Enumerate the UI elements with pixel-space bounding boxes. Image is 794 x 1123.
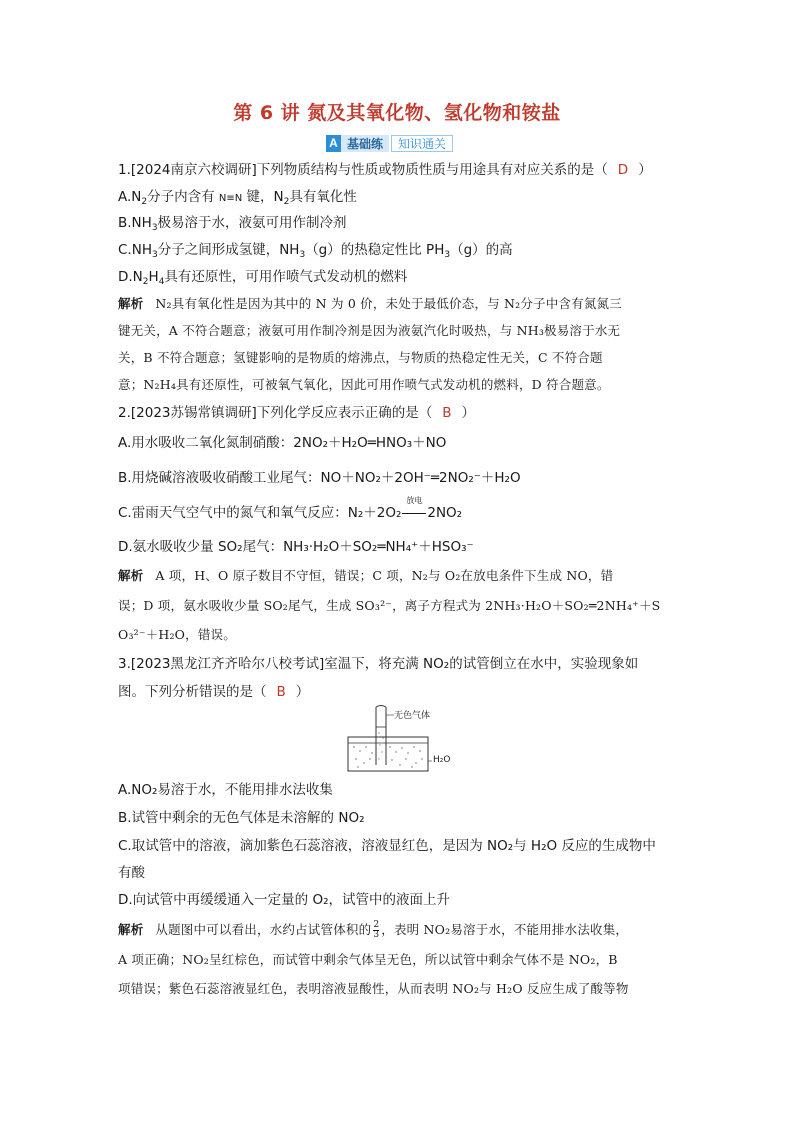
q3-option-b: B.试管中剩余的无色气体是未溶解的 NO₂: [118, 810, 365, 826]
q1-option-c: $C.NH_3$分子之间形成氢键，$NH_3(g)$的热稳定性比 $PH_3(g)$的高: [118, 242, 513, 260]
q3-stem-1: 3.[2023黑龙江齐齐哈尔八校考试]室温下，将充满 NO₂的试管倒立在水中，实验现象如: [118, 656, 639, 672]
test-tube-diagram: [346, 705, 451, 779]
fraction: $\frac{2}{3}$: [373, 920, 380, 940]
q3-option-d: D.向试管中再缓缓通入一定量的 O₂，试管中的液面上升: [118, 892, 451, 908]
q1-explanation-3: 关，B 不符合题意；氢键影响的是物质的熔沸点，与物质的热稳定性无关，C 不符合题: [118, 350, 603, 365]
q3-explanation-1: 解析 从题图中可以看出，水约占试管体积的 $\frac{2}{3}$ ，表明 NO₂易溶于水，不能用排水法收集，: [118, 920, 629, 940]
q2-answer: B: [442, 405, 452, 421]
q2-explanation-1: 解析 A 项，H、O 原子数目不守恒，错误；C 项，N₂与 O₂在放电条件下生成 NO，错: [118, 568, 614, 583]
q1-answer: D: [617, 162, 629, 178]
q2-explanation-3: O₃²⁻＋H₂O，错误。: [118, 627, 236, 642]
q1-option-a: $A.N_2$分子内含有 N≡N 键，$N_2$具有氧化性: [118, 189, 357, 207]
q3-option-c-1: C.取试管中的溶液，滴加紫色石蕊溶液，溶液显红色，是因为 NO₂与 H₂O 反应的生成物中: [118, 838, 656, 854]
q1-stem: 1.[2024南京六校调研]下列物质结构与性质或物质性质与用途具有对应关系的是（ D ）: [118, 162, 652, 178]
q1-option-b: $B.NH_3$极易溶于水，液氨可用作制冷剂: [118, 215, 347, 233]
section-badge: [326, 134, 453, 152]
q1-option-d: $D.N_2H_4$具有还原性，可用作喷气式发动机的燃料: [118, 269, 408, 287]
q1-explanation-4: 意；N₂H₄具有还原性，可被氧气氧化，因此可用作喷气式发动机的燃料，D 符合题意。: [118, 377, 610, 392]
q2-option-b: B.用烧碱溶液吸收硝酸工业尾气：NO＋NO₂＋2OH⁻═2NO₂⁻＋H₂O: [118, 470, 521, 486]
q3-explanation-2: A 项正确；NO₂呈红棕色，而试管中剩余气体呈无色，所以试管中剩余气体不是 NO₂，B: [118, 952, 618, 967]
q3-explanation-3: 项错误；紫色石蕊溶液显红色，表明溶液显酸性，从而表明 NO₂与 H₂O 反应生成了酸等物: [118, 981, 629, 996]
q3-option-a: A.NO₂易溶于水，不能用排水法收集: [118, 782, 333, 798]
figure-label-water: H₂O: [433, 755, 451, 765]
q1-explanation-1: 解析 N₂具有氧化性是因为其中的 N 为 0 价，未处于最低价态，与 N₂分子中含有氮氮三: [118, 296, 622, 311]
q3-stem-2: 图。下列分析错误的是（ B ）: [118, 684, 310, 700]
triple-bond: N≡N: [218, 193, 243, 204]
figure-label-gas: 无色气体: [394, 711, 431, 721]
q2-option-a: A.用水吸收二氧化氮制硝酸：2NO₂＋H₂O═HNO₃＋NO: [118, 435, 447, 451]
q3-answer: B: [276, 684, 286, 700]
badge-letter: A: [326, 135, 341, 152]
page-title: 第 6 讲 氮及其氧化物、氢化物和铵盐: [233, 102, 561, 124]
q2-stem: 2.[2023苏锡常镇调研]下列化学反应表示正确的是（ B ）: [118, 405, 476, 421]
reaction-condition: 放电: [406, 496, 423, 505]
badge-basic: 基础练: [341, 135, 389, 152]
q3-option-c-2: 有酸: [118, 865, 145, 881]
q2-option-c: C.雷雨天气空气中的氮气和氧气反应：N₂＋2O₂ 放电 2NO₂: [118, 503, 462, 523]
q2-explanation-2: 误；D 项，氨水吸收少量 SO₂尾气，生成 SO₃²⁻，离子方程式为 2NH₃·H₂O＋SO₂═2NH₄⁺＋S: [118, 598, 661, 613]
q1-explanation-2: 键无关，A 不符合题意；液氨可用作制冷剂是因为液氨汽化时吸热，与 NH₃极易溶于水无: [118, 323, 621, 338]
q2-option-d: D.氨水吸收少量 SO₂尾气：NH₃·H₂O＋SO₂═NH₄⁺＋HSO₃⁻: [118, 539, 474, 555]
badge-knowledge: 知识通关: [391, 135, 453, 152]
